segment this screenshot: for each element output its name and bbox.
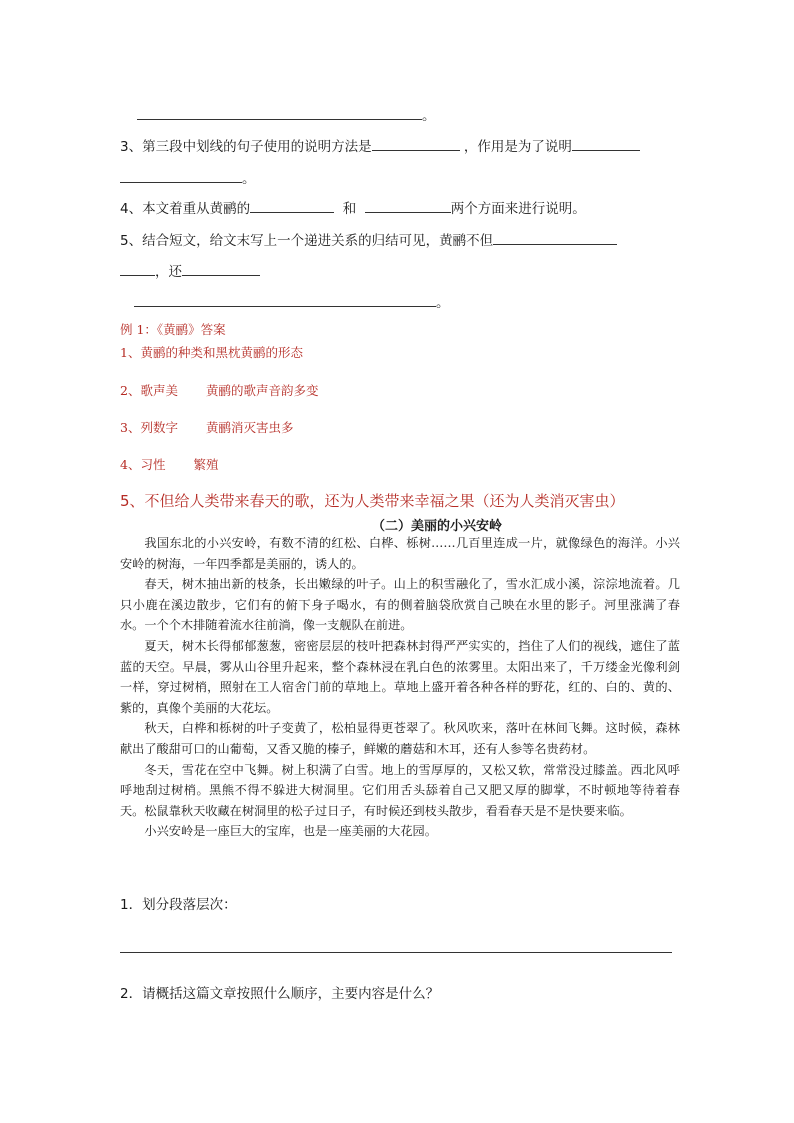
- question-3: [120, 136, 640, 156]
- answers-heading: 例 1：《黄鹂》答案: [120, 322, 226, 337]
- question-order-summary: 2．请概括这篇文章按照什么顺序，主要内容是什么？: [120, 986, 440, 1002]
- q5-final-line: [134, 292, 450, 312]
- passage-body: [120, 533, 680, 842]
- question-4: [120, 198, 586, 218]
- answer-line[interactable]: [120, 952, 672, 953]
- answer-4: [120, 455, 218, 473]
- answer-3-detail: 黄鹂消灭害虫多: [205, 420, 294, 435]
- q3-continuation-line: [120, 168, 256, 188]
- answer-3: [120, 418, 293, 436]
- answer-blank[interactable]: [372, 136, 460, 151]
- answer-blank[interactable]: [120, 261, 155, 276]
- q3-text-b: ，作用是为了说明: [463, 139, 572, 155]
- passage-title: （二）美丽的小兴安岭: [372, 519, 503, 534]
- answer-blank[interactable]: [493, 230, 617, 245]
- answer-2-detail: 黄鹂的歌声音韵多变: [205, 383, 319, 398]
- period: 。: [242, 171, 256, 187]
- q4-text-a: 4、本文着重从黄鹂的: [120, 201, 251, 217]
- answer-2: [120, 381, 318, 399]
- answer-blank[interactable]: [134, 292, 436, 307]
- answer-blank[interactable]: [365, 198, 451, 213]
- q4-text-b: 和: [342, 201, 357, 217]
- question-divide-paragraphs: 1．划分段落层次：: [120, 897, 237, 913]
- passage-paragraph: 夏天，树木长得郁郁葱葱，密密层层的枝叶把森林封得严严实实的，挡住了人们的视线，遮住了蓝蓝的天空。早晨，雾从山谷里升起来，整个森林浸在乳白色的浓雾里。太阳出来了，千万缕金光像利剑一样，穿过树梢，照射在工人宿舍门前的草地上。草地上盛开着各种各样的野花，红的、白的、黄的、紫的，真像个美丽的大花坛。: [120, 638, 680, 715]
- answer-5: 5、不但给人类带来春天的歌，还为人类带来幸福之果（还为人类消灭害虫）: [120, 492, 625, 510]
- answer-blank[interactable]: [250, 198, 334, 213]
- period: 。: [422, 108, 436, 124]
- passage-paragraph: 我国东北的小兴安岭，有数不清的红松、白桦、栎树……几百里连成一片，就像绿色的海洋。小兴安岭的树海，一年四季都是美丽的，诱人的。: [120, 536, 680, 571]
- answer-blank[interactable]: [572, 136, 640, 151]
- q4-text-c: 两个方面来进行说明。: [450, 201, 586, 217]
- q5-continuation-line: [120, 261, 260, 281]
- answer-4-label: 4、习性: [120, 457, 166, 472]
- question-5: [120, 230, 617, 250]
- q3-text-a: 3、第三段中划线的句子使用的说明方法是: [120, 139, 372, 155]
- answer-blank[interactable]: [120, 168, 242, 183]
- answer-2-label: 2、歌声美: [120, 383, 178, 398]
- passage-paragraph: 秋天，白桦和栎树的叶子变黄了，松柏显得更苍翠了。秋风吹来，落叶在林间飞舞。这时候，森林献出了酸甜可口的山葡萄，又香又脆的榛子，鲜嫩的蘑菇和木耳，还有人参等名贵药材。: [120, 721, 680, 756]
- answer-1: 1、黄鹂的种类和黑枕黄鹂的形态: [120, 345, 303, 360]
- answer-blank[interactable]: [137, 105, 422, 120]
- answer-3-label: 3、列数字: [120, 420, 178, 435]
- passage-paragraph: 冬天，雪花在空中飞舞。树上积满了白雪。地上的雪厚厚的，又松又软，常常没过膝盖。西北风呼呼地刮过树梢。黑熊不得不躲进大树洞里。它们用舌头舔着自己又肥又厚的脚掌，不时顿地等待着春天。松鼠靠秋天收藏在树洞里的松子过日子，有时候还到枝头散步，看看春天是不是快要来临。: [120, 762, 680, 818]
- q5-text-b: ，还: [155, 264, 182, 280]
- answer-4-detail: 繁殖: [193, 457, 219, 472]
- q5-text-a: 5、结合短文，给文末写上一个递进关系的归结可见，黄鹂不但: [120, 233, 494, 249]
- q2-continuation-line: [137, 105, 436, 125]
- passage-paragraph: 小兴安岭是一座巨大的宝库，也是一座美丽的大花园。: [144, 824, 437, 839]
- answer-blank[interactable]: [182, 261, 260, 276]
- period: 。: [436, 295, 450, 311]
- passage-paragraph: 春天，树木抽出新的枝条，长出嫩绿的叶子。山上的积雪融化了，雪水汇成小溪，淙淙地流着。几只小鹿在溪边散步，它们有的俯下身子喝水，有的侧着脑袋欣赏自己映在水里的影子。河里涨满了春水。一个个木排随着流水往前淌，像一支舰队在前进。: [120, 577, 680, 633]
